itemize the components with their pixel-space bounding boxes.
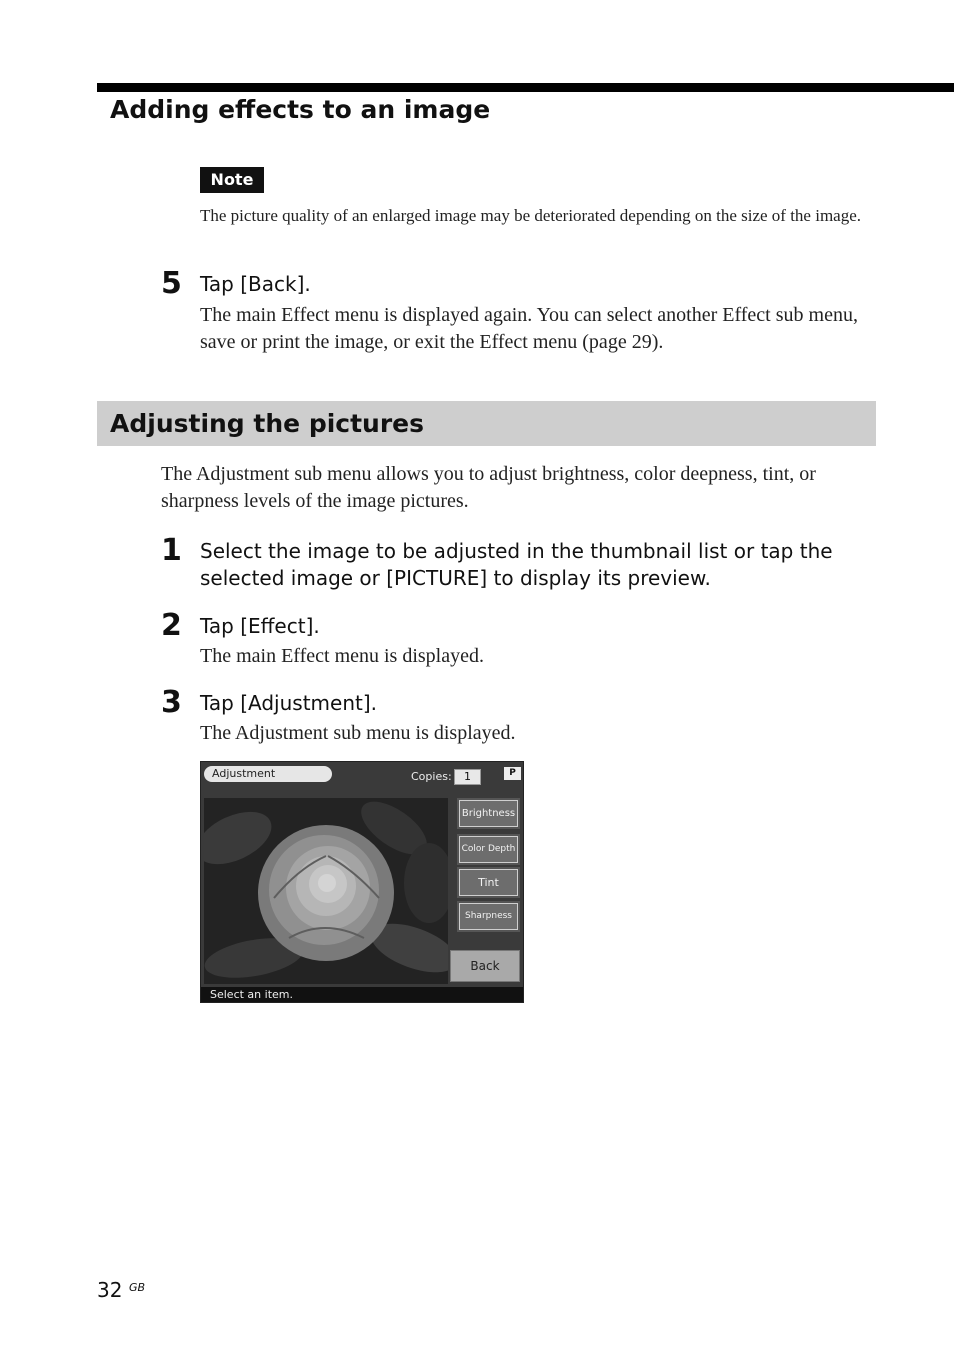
step-number-2: 2 [161,608,182,643]
tint-button[interactable]: Tint [459,869,518,896]
step-2-description: The main Effect menu is displayed. [200,645,484,667]
section-heading-band [97,401,876,446]
step-5-title: Tap [Back]. [200,272,311,296]
step-1-title: Select the image to be adjusted in the thumbnail list or tap the selected image or [PICTURE] to display its preview. [200,539,833,590]
back-button[interactable]: Back [450,950,520,982]
section-top-rule [97,83,954,92]
step-number-1: 1 [161,533,182,568]
language-code: GB [129,1281,146,1294]
step-2-title: Tap [Effect]. [200,614,320,638]
image-preview[interactable] [204,798,448,984]
heading-adding-effects: Adding effects to an image [110,95,491,124]
step-number-5: 5 [161,266,182,301]
status-bar: Select an item. [201,987,523,1002]
color-depth-button[interactable]: Color Depth [459,836,518,863]
adjustment-screen [200,761,524,1003]
intro-paragraph: The Adjustment sub menu allows you to adjust brightness, color deepness, tint, or sharpness levels of the image pictures. [161,463,816,512]
step-number-3: 3 [161,685,182,720]
step-3-description: The Adjustment sub menu is displayed. [200,722,516,744]
step-3-title: Tap [Adjustment]. [200,691,378,715]
rose-image [204,798,448,984]
note-badge: Note [200,167,264,193]
heading-adjusting-pictures: Adjusting the pictures [110,409,425,438]
brightness-button[interactable]: Brightness [459,800,518,827]
sharpness-button[interactable]: Sharpness [459,903,518,930]
copies-input[interactable]: 1 [454,769,481,785]
copies-label: Copies: [411,770,452,783]
printer-icon: P [504,767,521,780]
page-number: 32 [97,1278,123,1302]
step-5-description: The main Effect menu is displayed again. You can select another Effect sub menu, save or print the image, or exit the Effect menu (page 29). [200,304,858,353]
screen-title: Adjustment [204,766,332,782]
note-text: The picture quality of an enlarged image may be deteriorated depending on the size of the image. [200,206,862,225]
